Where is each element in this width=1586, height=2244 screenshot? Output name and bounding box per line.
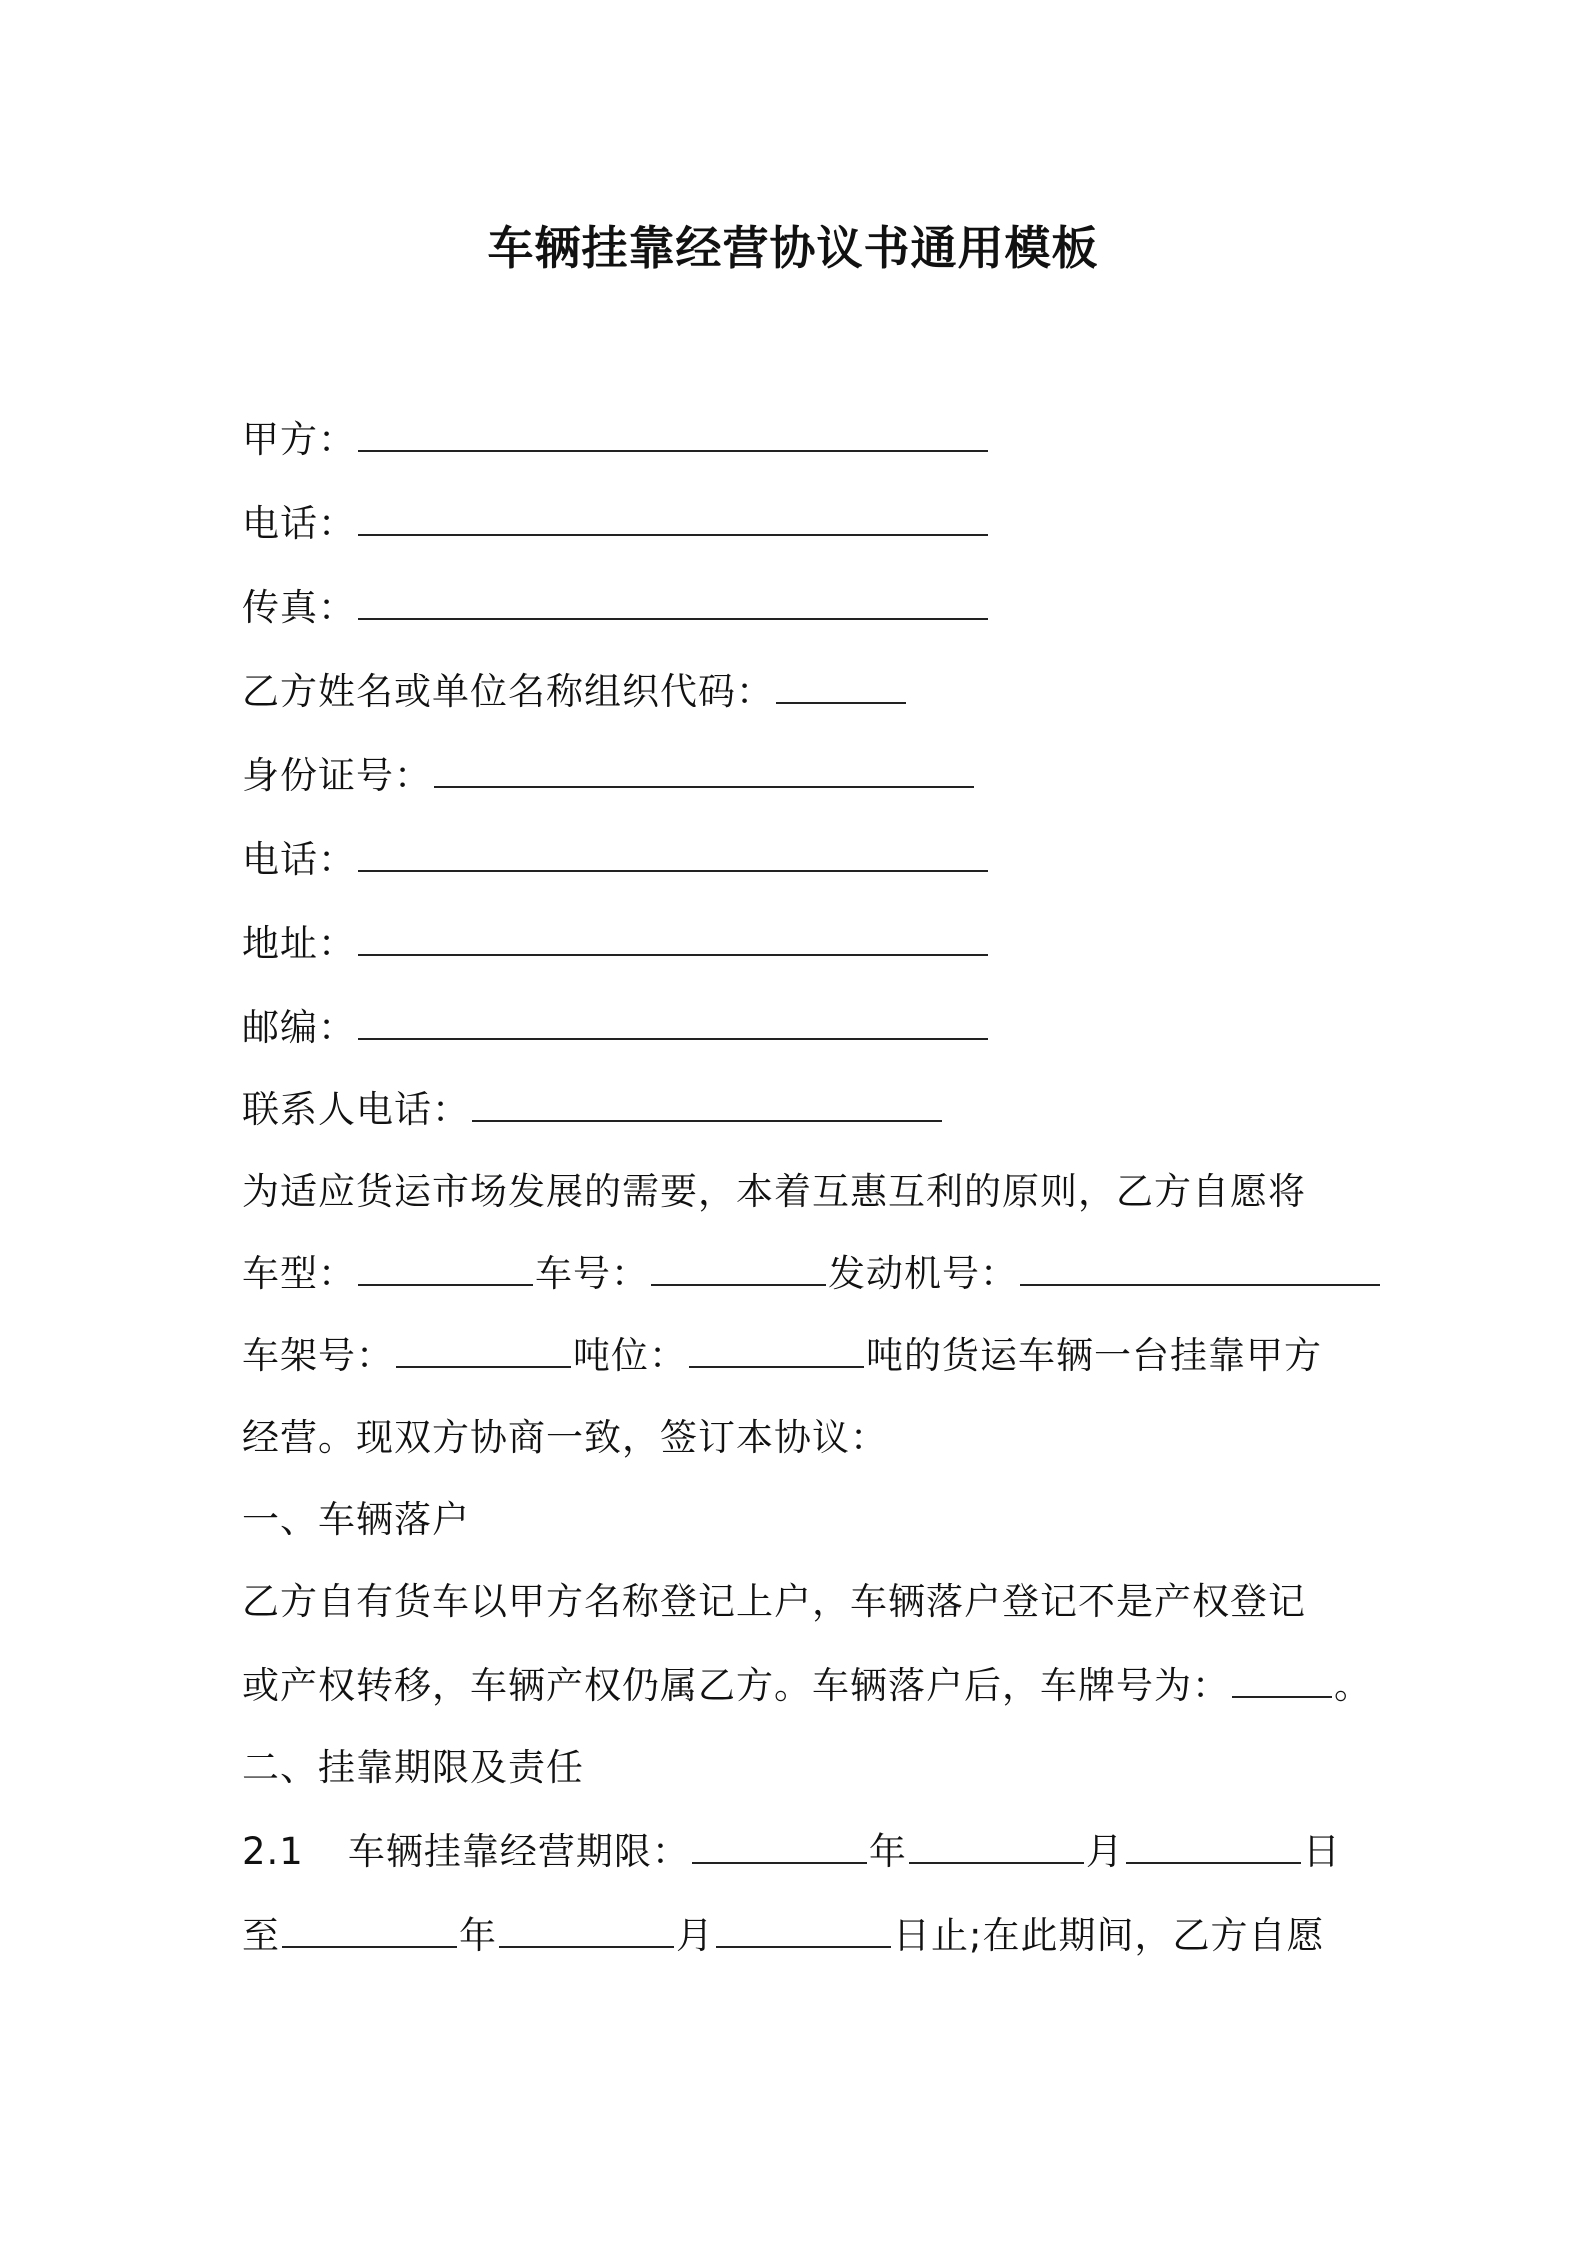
section-1-para-line-2 bbox=[242, 1656, 1372, 1716]
section-2-heading-text: 二、挂靠期限及责任 bbox=[242, 1746, 584, 1789]
start-month-unit: 月 bbox=[1085, 1830, 1124, 1873]
party-b-postcode-line bbox=[242, 998, 990, 1058]
party-b-id-line bbox=[242, 746, 976, 806]
section-1-heading-text: 一、车辆落户 bbox=[242, 1498, 470, 1541]
end-year-field[interactable] bbox=[282, 1906, 457, 1948]
party-a-phone-field[interactable] bbox=[358, 494, 988, 536]
party-a-fax-field[interactable] bbox=[358, 578, 988, 620]
intro-line-2 bbox=[242, 1244, 1382, 1304]
tonnage-label: 吨位： bbox=[573, 1334, 687, 1377]
clause-2-1-tail: 日止;在此期间，乙方自愿 bbox=[893, 1914, 1325, 1957]
start-month-field[interactable] bbox=[909, 1822, 1084, 1864]
vehicle-type-field[interactable] bbox=[358, 1244, 533, 1286]
plate-number-field[interactable] bbox=[1232, 1656, 1332, 1698]
engine-field[interactable] bbox=[1020, 1244, 1380, 1286]
party-b-id-label: 身份证号： bbox=[242, 754, 432, 797]
party-a-name-label: 甲方： bbox=[242, 418, 356, 461]
party-a-fax-label: 传真： bbox=[242, 586, 356, 629]
party-b-address-field[interactable] bbox=[358, 914, 988, 956]
section-1-heading bbox=[242, 1490, 470, 1550]
plate-label: 车号： bbox=[535, 1252, 649, 1295]
to-label: 至 bbox=[242, 1914, 280, 1957]
intro-text-4: 经营。现双方协商一致，签订本协议： bbox=[242, 1416, 888, 1459]
party-b-contact-label: 联系人电话： bbox=[242, 1088, 470, 1131]
party-a-phone-line bbox=[242, 494, 990, 554]
party-a-name-line bbox=[242, 410, 990, 470]
party-b-phone-line bbox=[242, 830, 990, 890]
start-year-unit: 年 bbox=[868, 1830, 907, 1873]
party-a-fax-line bbox=[242, 578, 990, 638]
intro-line-3 bbox=[242, 1326, 1322, 1386]
intro-line-4 bbox=[242, 1408, 888, 1468]
party-b-phone-label: 电话： bbox=[242, 838, 356, 881]
engine-label: 发动机号： bbox=[828, 1252, 1018, 1295]
section-1-para-end: 。 bbox=[1334, 1664, 1372, 1707]
end-day-field[interactable] bbox=[716, 1906, 891, 1948]
section-2-heading bbox=[242, 1738, 584, 1798]
intro-line-3-tail: 吨的货运车辆一台挂靠甲方 bbox=[866, 1334, 1322, 1377]
party-a-phone-label: 电话： bbox=[242, 502, 356, 545]
start-day-field[interactable] bbox=[1126, 1822, 1301, 1864]
party-b-name-label: 乙方姓名或单位名称组织代码： bbox=[242, 670, 774, 713]
end-month-field[interactable] bbox=[499, 1906, 674, 1948]
section-1-para-line-1 bbox=[242, 1572, 1306, 1632]
party-b-postcode-label: 邮编： bbox=[242, 1006, 356, 1049]
tonnage-field[interactable] bbox=[689, 1326, 864, 1368]
party-b-contact-line bbox=[242, 1080, 944, 1140]
party-b-postcode-field[interactable] bbox=[358, 998, 988, 1040]
document-title: 车辆挂靠经营协议书通用模板 bbox=[487, 221, 1099, 275]
section-1-para-text-2: 或产权转移，车辆产权仍属乙方。车辆落户后，车牌号为： bbox=[242, 1664, 1230, 1707]
party-b-name-field[interactable] bbox=[776, 662, 906, 704]
intro-text-1: 为适应货运市场发展的需要，本着互惠互利的原则，乙方自愿将 bbox=[242, 1170, 1306, 1213]
clause-2-1-line-1 bbox=[242, 1822, 1341, 1882]
party-b-phone-field[interactable] bbox=[358, 830, 988, 872]
party-b-name-line bbox=[242, 662, 908, 722]
start-day-unit: 日 bbox=[1302, 1830, 1341, 1873]
clause-2-1-label: 车辆挂靠经营期限： bbox=[347, 1830, 690, 1873]
end-year-unit: 年 bbox=[459, 1914, 497, 1957]
vehicle-type-label: 车型： bbox=[242, 1252, 356, 1295]
party-b-address-label: 地址： bbox=[242, 922, 356, 965]
clause-2-1-number: 2.1 bbox=[242, 1830, 304, 1873]
clause-2-1-line-2 bbox=[242, 1906, 1324, 1966]
party-a-name-field[interactable] bbox=[358, 410, 988, 452]
intro-line-1 bbox=[242, 1162, 1306, 1222]
party-b-address-line bbox=[242, 914, 990, 974]
party-b-id-field[interactable] bbox=[434, 746, 974, 788]
frame-label: 车架号： bbox=[242, 1334, 394, 1377]
end-month-unit: 月 bbox=[676, 1914, 714, 1957]
frame-field[interactable] bbox=[396, 1326, 571, 1368]
plate-field[interactable] bbox=[651, 1244, 826, 1286]
start-year-field[interactable] bbox=[692, 1822, 867, 1864]
section-1-para-text-1: 乙方自有货车以甲方名称登记上户，车辆落户登记不是产权登记 bbox=[242, 1580, 1306, 1623]
party-b-contact-field[interactable] bbox=[472, 1080, 942, 1122]
